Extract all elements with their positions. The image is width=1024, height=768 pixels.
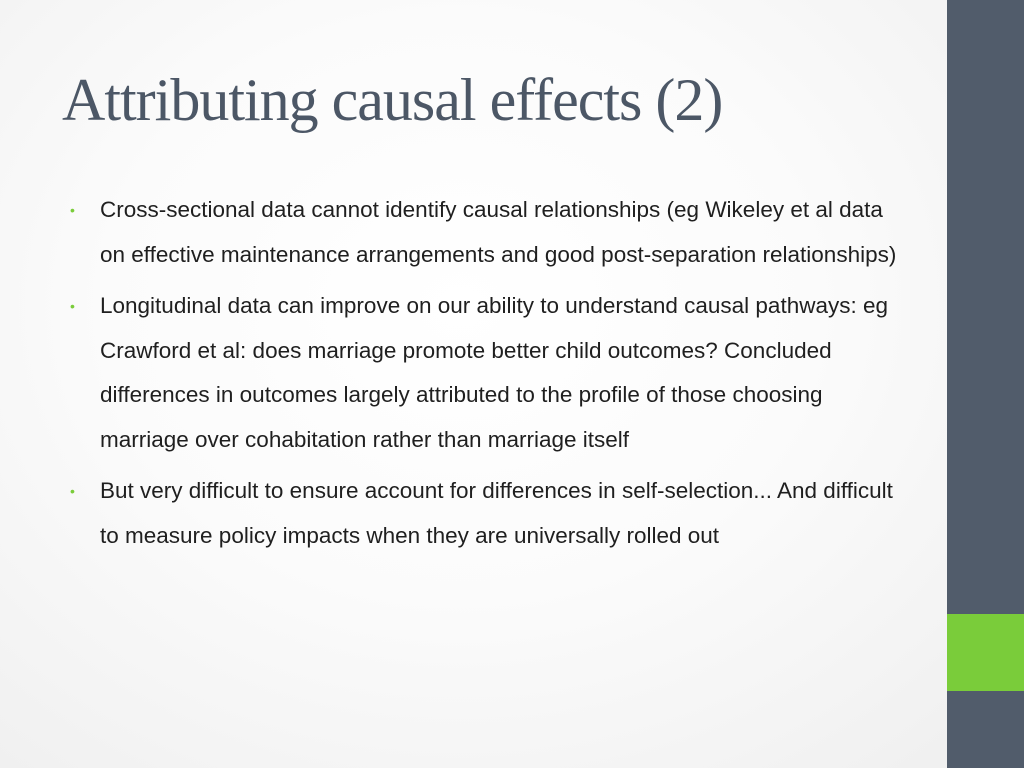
bullet-text-3: But very difficult to ensure account for differences in self-selection... And difficult to measure policy impacts when they are universally rolled out <box>100 478 893 548</box>
bullet-item-3 <box>70 469 900 558</box>
bullet-item-2 <box>70 284 900 462</box>
bullet-item-1 <box>70 188 900 277</box>
bullet-dot-icon: • <box>70 298 75 314</box>
bullet-list <box>70 188 900 565</box>
bullet-text-2: Longitudinal data can improve on our ability to understand causal pathways: eg Crawford et al: does marriage promote better child outcomes? Concluded differences in outcomes largely attributed to the profile of those choosing marriage over cohabitation rather than marriage itself <box>100 293 889 452</box>
side-accent-block <box>947 614 1024 691</box>
slide-title: Attributing causal effects (2) <box>62 67 723 133</box>
bullet-dot-icon: • <box>70 202 75 218</box>
bullet-text-1: Cross-sectional data cannot identify causal relationships (eg Wikeley et al data on effective maintenance arrangements and good post-separation relationships) <box>100 197 897 267</box>
bullet-dot-icon: • <box>70 483 75 499</box>
